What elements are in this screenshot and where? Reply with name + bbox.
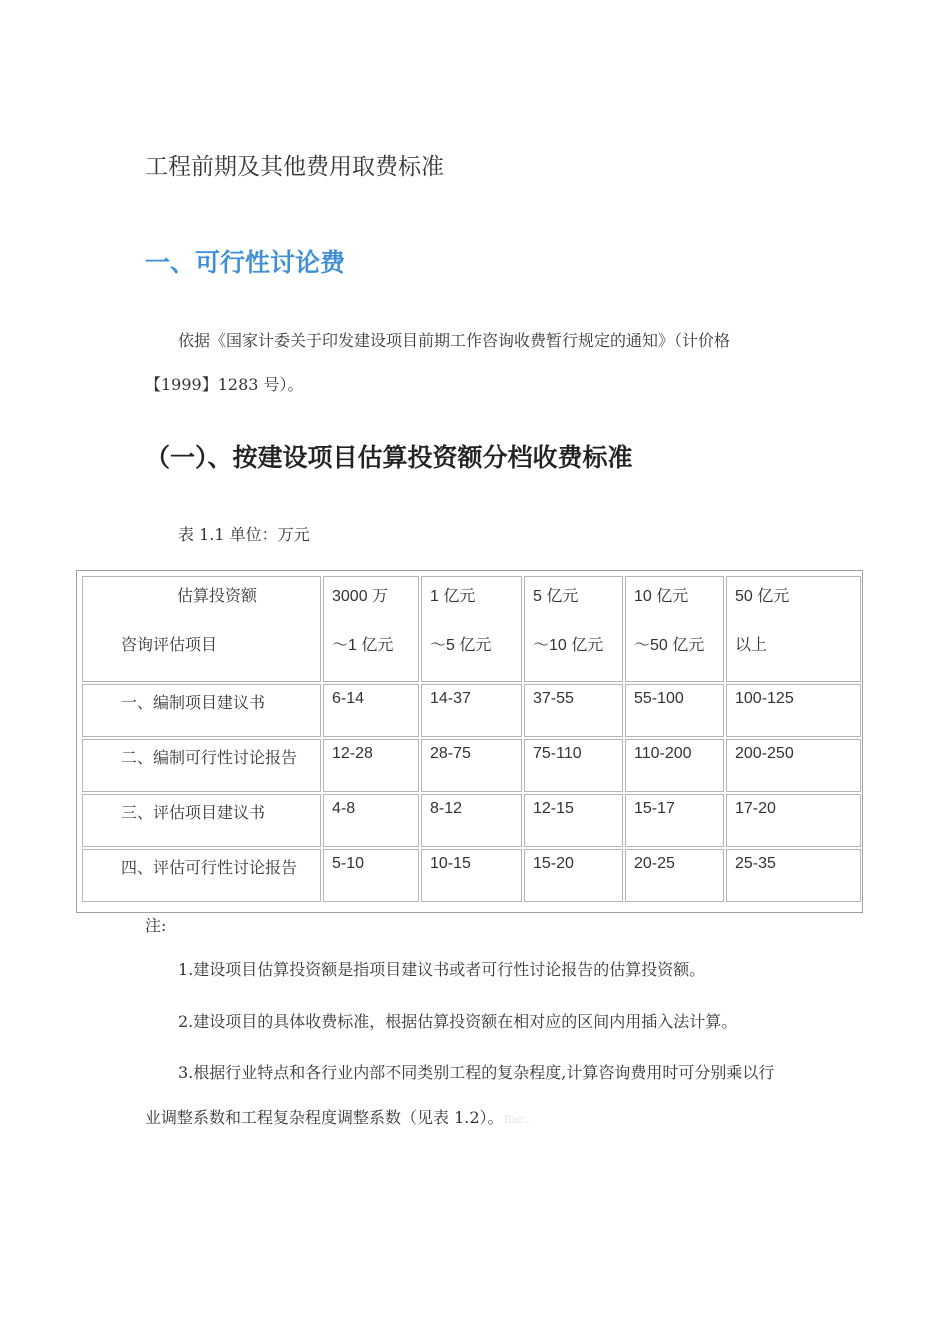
notes-label: 注: [145,916,167,935]
header-range-start: 5 亿元 [533,588,579,605]
fee-cell: 200-250 [726,739,861,792]
row-item-cell: 三、评估项目建议书 [82,794,321,847]
fee-cell: 110-200 [625,739,724,792]
fee-cell: 28-75 [421,739,522,792]
fee-cell: 4-8 [323,794,419,847]
header-range-end: ～5 亿元 [430,637,492,654]
document-title: 工程前期及其他费用取费标准 [145,154,444,180]
header-range-end: 以上 [735,637,768,654]
fee-cell: 12-15 [524,794,623,847]
header-range-start: 1 亿元 [430,588,476,605]
fee-cell: 75-110 [524,739,623,792]
header-investment-label: 估算投资额 [177,586,258,605]
basis-paragraph-line2: 【1999】1283 号）。 [145,375,304,394]
header-cell [524,576,623,682]
fee-cell: 100-125 [726,684,861,737]
table-caption: 表 1.1 单位：万元 [178,525,310,544]
note-1: 1.建设项目估算投资额是指项目建议书或者可行性讨论报告的估算投资额。 [178,960,706,979]
fee-standard-table [80,574,863,904]
fee-cell: 25-35 [726,849,861,902]
header-range-start: 50 亿元 [735,588,790,605]
note-2: 2.建设项目的具体收费标准，根据估算投资额在相对应的区间内用插入法计算。 [178,1012,738,1031]
note-3-line2-wrap [145,1105,533,1128]
row-item-cell: 四、评估可行性讨论报告 [82,849,321,902]
subsection-heading: （一）、按建设项目估算投资额分档收费标准 [145,443,633,472]
table-row [82,684,861,737]
header-item-label: 咨询评估项目 [121,635,218,654]
fee-cell: 55-100 [625,684,724,737]
header-range-start: 10 亿元 [634,588,689,605]
table-header-row [82,576,861,682]
row-item-cell: 一、编制项目建议书 [82,684,321,737]
fee-cell: 6-14 [323,684,419,737]
fee-cell: 20-25 [625,849,724,902]
fee-cell: 37-55 [524,684,623,737]
fee-cell: 12-28 [323,739,419,792]
header-cell [726,576,861,682]
note-3-line2: 业调整系数和工程复杂程度调整系数（见表 1.2）。 [145,1108,504,1127]
section-heading-feasibility: 一、可行性讨论费 [145,248,346,277]
fee-table-frame [76,570,863,913]
table-row [82,849,861,902]
header-range-end: ～10 亿元 [533,637,604,654]
header-range-end: ～1 亿元 [332,637,394,654]
header-range-start: 3000 万 [332,588,389,605]
fee-cell: 10-15 [421,849,522,902]
note-3-line1: 3.根据行业特点和各行业内部不同类别工程的复杂程度,计算咨询费用时可分别乘以行 [178,1063,775,1082]
row-item-cell: 二、编制可行性讨论报告 [82,739,321,792]
header-range-end: ～50 亿元 [634,637,705,654]
header-corner-cell [82,576,321,682]
faint-watermark-text: Bar... [503,1113,533,1126]
table-row [82,739,861,792]
header-cell [421,576,522,682]
fee-cell: 5-10 [323,849,419,902]
basis-paragraph-line1: 依据《国家计委关于印发建设项目前期工作咨询收费暂行规定的通知》（计价格 [178,331,731,350]
fee-cell: 17-20 [726,794,861,847]
header-cell [323,576,419,682]
fee-cell: 8-12 [421,794,522,847]
table-row [82,794,861,847]
fee-cell: 14-37 [421,684,522,737]
fee-cell: 15-20 [524,849,623,902]
fee-cell: 15-17 [625,794,724,847]
header-cell [625,576,724,682]
